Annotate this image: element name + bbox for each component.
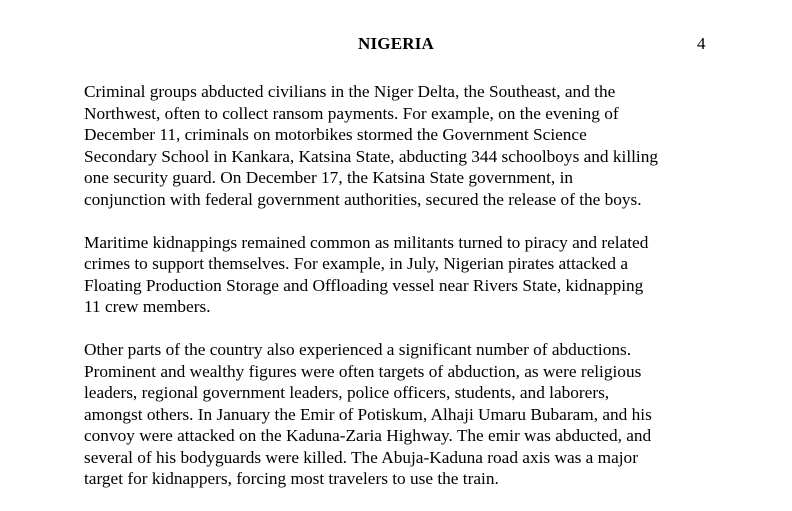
page-title: NIGERIA	[357, 34, 435, 53]
document-body	[84, 81, 724, 511]
page-number: 4	[697, 34, 706, 53]
text-line: amongst others. In January the Emir of Potiskum, Alhaji Umaru Bubaram, and his	[84, 404, 652, 424]
text-line: Floating Production Storage and Offloading vessel near Rivers State, kidnapping	[84, 275, 644, 295]
text-line: Prominent and wealthy figures were often targets of abduction, as were religious	[84, 361, 642, 381]
text-line: Secondary School in Kankara, Katsina State, abducting 344 schoolboys and killing	[84, 146, 659, 166]
text-line: Maritime kidnappings remained common as militants turned to piracy and related	[84, 232, 649, 252]
paragraph-other-abductions	[84, 339, 724, 490]
text-line: Other parts of the country also experienced a significant number of abductions.	[84, 340, 632, 359]
text-line: Northwest, often to collect ransom payments. For example, on the evening of	[84, 103, 619, 123]
text-line: one security guard. On December 17, the Katsina State government, in	[84, 168, 574, 187]
text-line: Criminal groups abducted civilians in the Niger Delta, the Southeast, and the	[84, 82, 616, 101]
text-line: leaders, regional government leaders, police officers, students, and laborers,	[84, 383, 610, 402]
paragraph-criminal-groups	[84, 81, 724, 210]
text-line: December 11, criminals on motorbikes stormed the Government Science	[84, 125, 587, 144]
text-line: convoy were attacked on the Kaduna-Zaria Highway. The emir was abducted, and	[84, 426, 652, 445]
text-line: conjunction with federal government authorities, secured the release of the boys.	[84, 189, 642, 209]
text-line: 11 crew members.	[84, 297, 211, 316]
text-line: target for kidnappers, forcing most travelers to use the train.	[84, 469, 499, 488]
text-line: crimes to support themselves. For example, in July, Nigerian pirates attacked a	[84, 254, 629, 273]
paragraph-maritime-kidnappings	[84, 232, 724, 318]
page-header	[0, 33, 792, 57]
text-line: several of his bodyguards were killed. The Abuja-Kaduna road axis was a major	[84, 447, 638, 467]
